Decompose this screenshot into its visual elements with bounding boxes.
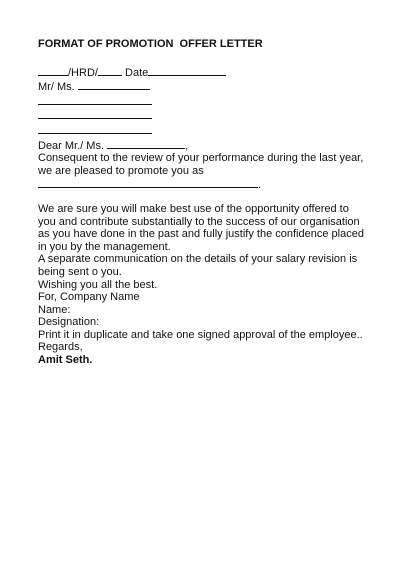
wishing-line: Wishing you all the best. — [38, 278, 158, 291]
address-line-3 — [38, 123, 368, 138]
recipient-name-blank — [78, 79, 150, 90]
designation-label: Designation: — [38, 316, 100, 329]
para1-line-2: we are pleased to promote you as — [38, 164, 204, 177]
designation-blank — [38, 177, 258, 188]
name-label: Name: — [38, 303, 71, 316]
paragraph-gap — [38, 192, 368, 203]
letter-body — [38, 38, 368, 367]
para1-period: . — [258, 179, 262, 192]
para3-line-1: A separate communication on the details of your salary revision is — [38, 253, 358, 266]
address-line-2 — [38, 108, 368, 123]
designation-fill-line — [38, 177, 368, 192]
dear-name-blank — [107, 138, 185, 149]
dear-salutation: Dear Mr./ Ms. — [38, 139, 105, 152]
ref-blank-2 — [98, 65, 122, 76]
hrd-ref: /HRD/ — [68, 66, 98, 79]
letter-title: FORMAT OF PROMOTION OFFER LETTER — [38, 38, 263, 50]
signatory-name: Amit Seth. — [38, 354, 93, 367]
for-company-line: For, Company Name — [38, 291, 140, 304]
para1-line-1: Consequent to the review of your performance during the last year, — [38, 152, 364, 165]
recipient-salutation: Mr/ Ms. — [38, 81, 75, 94]
regards-line: Regards, — [38, 341, 83, 354]
address-blank-1 — [38, 94, 152, 105]
para2-line-2: you and contribute substantially to the success of our organisation — [38, 215, 360, 228]
ref-blank-1 — [38, 65, 68, 76]
date-blank — [148, 65, 226, 76]
print-note: Print it in duplicate and take one signed approval of the employee.. — [38, 328, 363, 341]
address-line-1 — [38, 94, 368, 109]
dear-comma: , — [185, 139, 189, 152]
dear-line — [38, 138, 368, 153]
para2-line-1: We are sure you will make best use of the opportunity offered to — [38, 202, 349, 215]
para2-line-4: in you by the management. — [38, 240, 171, 253]
date-label: Date — [125, 66, 149, 79]
para3-line-2: being sent o you. — [38, 265, 122, 278]
address-blank-3 — [38, 123, 152, 134]
para2-line-3: as you have done in the past and fully justify the confidence placed — [38, 228, 364, 241]
recipient-line — [38, 79, 368, 94]
ref-date-line — [38, 65, 368, 80]
address-blank-2 — [38, 108, 152, 119]
